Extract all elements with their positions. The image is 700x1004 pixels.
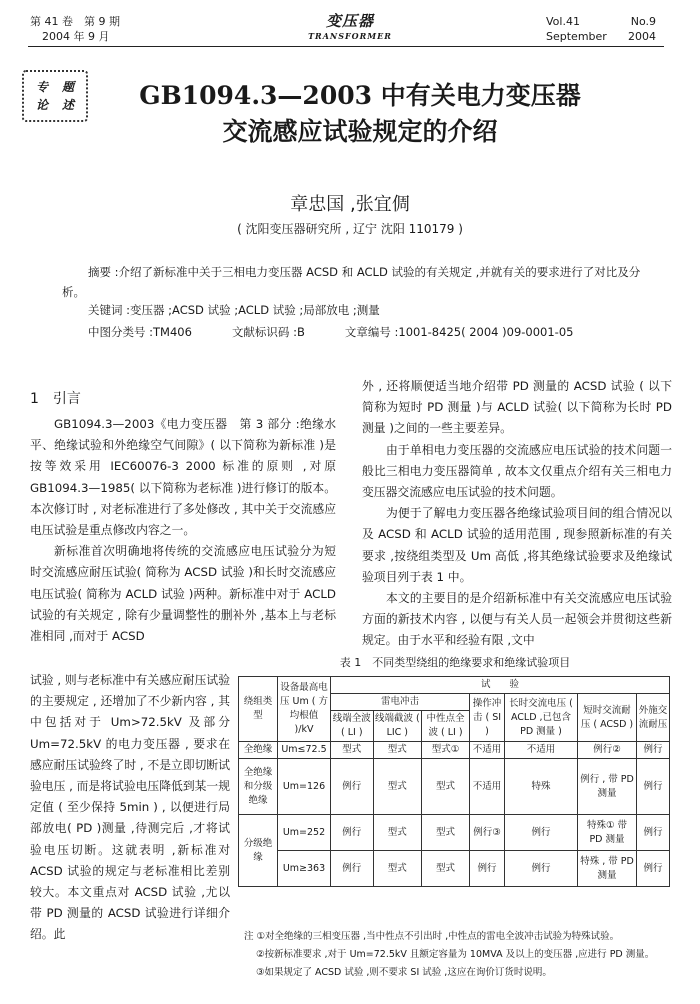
cell: 型式 <box>373 742 422 759</box>
logo-en: TRANSFORMER <box>308 31 392 41</box>
table-row <box>239 759 670 815</box>
header-acsd: 短时交流耐压 ( ACSD ) <box>578 694 637 742</box>
header-neutral: 中性点全波 ( LI ) <box>422 711 470 742</box>
cell: 例行② <box>578 742 637 759</box>
cell: 分级绝缘 <box>239 815 278 887</box>
title-line-2: 交流感应试验规定的介绍 <box>222 117 498 146</box>
cell: 型式 <box>422 759 470 815</box>
insulation-test-table <box>238 676 670 887</box>
cell: 型式 <box>373 759 422 815</box>
cell: 特殊 <box>505 759 578 815</box>
stamp-char: 专 <box>35 80 48 94</box>
cell: Um=126 <box>278 759 331 815</box>
paragraph: 新标准首次明确地将传统的交流感应电压试验分为短时交流感应耐压试验( 简称为 ACSD 试验 )和长时交流感应电压试验( 简称为 ACLD 试验 )两种。新标准中对于 ACLD 试验的有关规定 , 除有少量调整性的删补外 ,基本上与老标准相同 ,而对于 ACSD <box>30 544 336 644</box>
article-number: 文章编号 :1001-8425( 2004 )09-0001-05 <box>344 325 574 339</box>
cell: 特殊 , 带 PD 测量 <box>578 851 637 887</box>
keywords-text: 变压器 ;ACSD 试验 ;ACLD 试验 ;局部放电 ;测量 <box>130 303 380 317</box>
abstract <box>62 262 648 302</box>
header-acld: 长时交流电压 ( ACLD ,已包含 PD 测量 ) <box>505 694 578 742</box>
cell: 型式 <box>373 815 422 851</box>
journal-volume-en <box>546 14 656 44</box>
cell: 不适用 <box>470 759 505 815</box>
volume-issue: 第 41 卷 第 9 期 <box>30 15 120 28</box>
cell: Um=252 <box>278 815 331 851</box>
header-tests: 试 验 <box>331 677 670 694</box>
cell: Um≤72.5 <box>278 742 331 759</box>
note: ②按新标准要求 ,对于 Um=72.5kV 且额定容量为 10MVA 及以上的变压器 ,应进行 PD 测量。 <box>256 949 655 960</box>
cell: 型式 <box>422 815 470 851</box>
note: ③如果规定了 ACSD 试验 ,则不要求 SI 试验 ,这应在询价订货时说明。 <box>256 967 552 978</box>
cell: 例行 <box>331 759 374 815</box>
abstract-text: 介绍了新标准中关于三相电力变压器 ACSD 和 ACLD 试验的有关规定 ,并就有关的要求进行了对比及分析。 <box>62 265 641 299</box>
header-lic: 线端截波 ( LIC ) <box>373 711 422 742</box>
header-si: 操作冲击 ( SI ) <box>470 694 505 742</box>
abstract-label: 摘要 : <box>88 265 119 279</box>
cell: 例行 <box>470 851 505 887</box>
logo-cn: 变压器 <box>325 12 374 30</box>
paragraph: 为便于了解电力变压器各绝缘试验项目间的组合情况以及 ACSD 和 ACLD 试验的适用范围 , 现参照新标准的有关要求 ,按绕组类型及 Um 高低 ,将其绝缘试验要求及绝缘试验项目列于表 1 中。 <box>362 506 672 584</box>
cell: 型式 <box>373 851 422 887</box>
affiliation: ( 沈阳变压器研究所 , 辽宁 沈阳 110179 ) <box>237 222 463 236</box>
title-line-1: GB1094.3—2003 中有关电力变压器 <box>139 81 581 110</box>
table-row <box>239 742 670 759</box>
year-en: 2004 <box>628 30 656 43</box>
cell: 例行 <box>331 851 374 887</box>
keywords <box>62 300 648 320</box>
cell: 例行 <box>637 815 670 851</box>
cell: 例行 <box>505 815 578 851</box>
article-title <box>60 78 660 150</box>
paragraph: GB1094.3—2003《电力变压器 第 3 部分 :绝缘水平、绝缘试验和外绝缘空气间隙》( 以下简称为新标准 )是按等效采用 IEC60076-3 2000 标准的原则 ,对原 GB1094.3—1985( 以下简称为老标准 )进行修订的版本。本次修订时 , 对老标准进行了多处修改 , 其中关于交流感应电压试验是重点修改内容之一。 <box>30 417 336 538</box>
keywords-label: 关键词 : <box>88 303 131 317</box>
cell: 全绝缘 <box>239 742 278 759</box>
cell: 例行③ <box>470 815 505 851</box>
cell: 例行 <box>637 742 670 759</box>
cell: 全绝缘和分级绝缘 <box>239 759 278 815</box>
cell: 例行 <box>331 815 374 851</box>
right-column <box>362 376 672 652</box>
cell: 例行 , 带 PD 测量 <box>578 759 637 815</box>
header-rule <box>28 46 664 47</box>
stamp-char: 述 <box>61 98 74 112</box>
header-li: 线端全波 ( LI ) <box>331 711 374 742</box>
header-external: 外施交流耐压 <box>637 694 670 742</box>
stamp-char: 题 <box>61 80 74 94</box>
header-lightning: 雷电冲击 <box>331 694 470 711</box>
cell: 不适用 <box>505 742 578 759</box>
cell: 不适用 <box>470 742 505 759</box>
table-row <box>239 851 670 887</box>
section-heading: 1 引言 <box>30 391 81 407</box>
document-code: 文献标识码 :B <box>231 325 305 339</box>
header-winding-type: 绕组类型 <box>239 677 278 742</box>
cell: Um≥363 <box>278 851 331 887</box>
clc-number: 中图分类号 :TM406 <box>88 325 192 339</box>
cell: 例行 <box>637 759 670 815</box>
left-column <box>30 414 336 647</box>
cell: 例行 <box>637 851 670 887</box>
paragraph: 外 , 还将顺便适当地介绍带 PD 测量的 ACSD 试验 ( 以下简称为短时 PD 测量 )与 ACLD 试验( 以下简称为长时 PD 测量 )之间的一些主要差异。 <box>362 379 672 436</box>
month-en: September <box>546 30 607 43</box>
cell: 型式① <box>422 742 470 759</box>
cell: 型式 <box>422 851 470 887</box>
cell: 型式 <box>331 742 374 759</box>
paragraph: 试验 , 则与老标准中有关感应耐压试验的主要规定 , 还增加了不少新内容 , 其中包括对于 Um>72.5kV 及部分 Um=72.5kV 的电力变压器 , 要求在感应耐压试验终了时 , 不是立即切断试验电压 , 而是将试验电压降低到某一规定值 ( 至少保持 5min ) , 以便进行局部放电( PD )测量 ,待测完后 ,才将试验电压切断。这就表明 ,新标准对 ACSD 试验的规定与老标准相比差别较大。本文重点对 ACSD 试验 ,尤以带 PD 测量的 ACSD 试验进行详细介绍。此 <box>30 673 231 942</box>
issue-date: 2004 年 9 月 <box>42 30 110 43</box>
left-column-narrow <box>30 670 230 946</box>
number-en: No.9 <box>630 15 656 28</box>
paragraph: 本文的主要目的是介绍新标准中有关交流感应电压试验方面的新技术内容 , 以便与有关人员一起领会并贯彻这些新规定。由于水平和经验有限 ,文中 <box>362 591 672 648</box>
paragraph: 由于单相电力变压器的交流感应电压试验的技术问题一般比三相电力变压器简单 , 故本文仅重点介绍有关三相电力变压器交流感应电压试验的技术问题。 <box>362 442 672 500</box>
note: 注 ①对全绝缘的三相变压器 ,当中性点不引出时 ,中性点的雷电全波冲击试验为特殊试验。 <box>244 931 620 942</box>
header-um: 设备最高电压 Um ( 方均根值 )/kV <box>278 677 331 742</box>
volume-en: Vol.41 <box>546 15 580 28</box>
stamp-char: 论 <box>35 98 48 112</box>
cell: 特殊① 带 PD 测量 <box>578 815 637 851</box>
classification-line <box>62 322 648 342</box>
table-caption: 表 1 不同类型绕组的绝缘要求和绝缘试验项目 <box>339 656 571 669</box>
authors: 章忠国 ,张宜倜 <box>290 194 410 215</box>
cell: 例行 <box>505 851 578 887</box>
table-row <box>239 815 670 851</box>
table-notes <box>244 928 674 982</box>
